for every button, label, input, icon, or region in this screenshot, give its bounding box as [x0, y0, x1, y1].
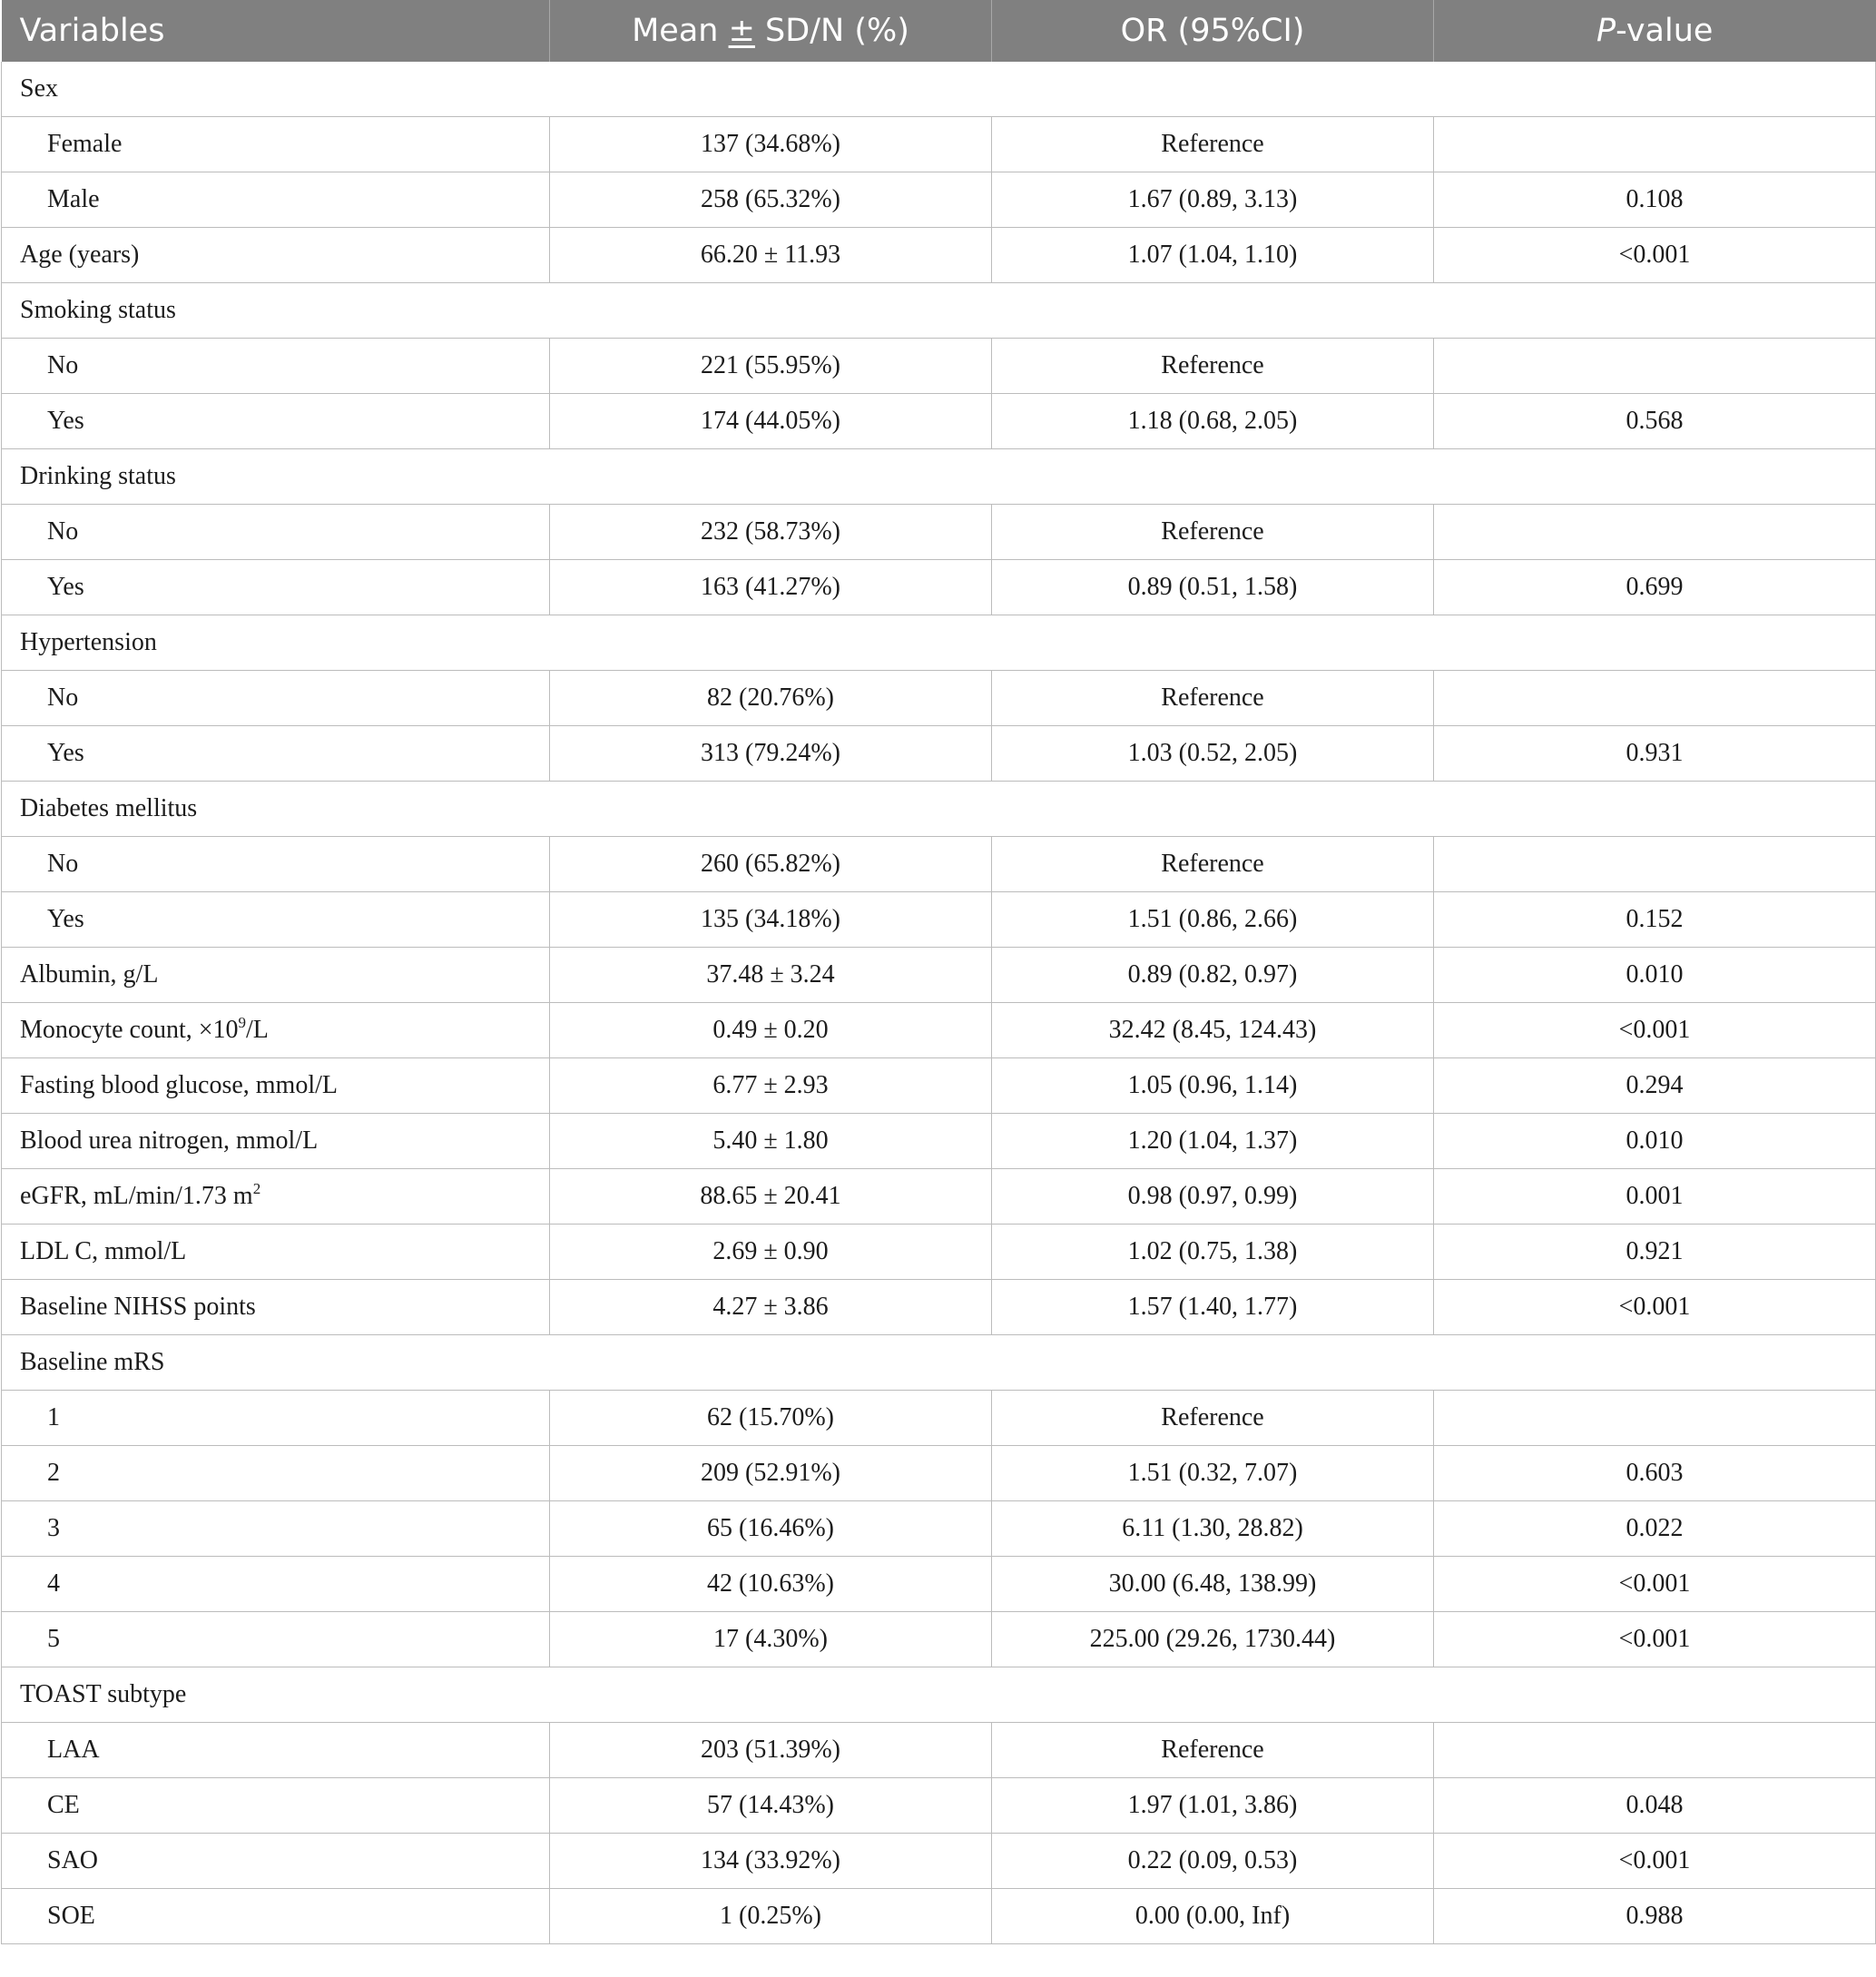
- mean-cell: 163 (41.27%): [550, 560, 992, 615]
- variable-cell: Fasting blood glucose, mmol/L: [2, 1058, 550, 1114]
- p-value-cell: <0.001: [1434, 1003, 1876, 1058]
- table-row: [2, 892, 1876, 948]
- odds-ratio-cell: 1.57 (1.40, 1.77): [992, 1280, 1434, 1335]
- p-value-cell: 0.568: [1434, 394, 1876, 449]
- odds-ratio-cell: 1.02 (0.75, 1.38): [992, 1225, 1434, 1280]
- mean-cell: 82 (20.76%): [550, 671, 992, 726]
- table-row: [2, 505, 1876, 560]
- p-value-cell: [1434, 505, 1876, 560]
- table-group-row: [2, 782, 1876, 837]
- variable-cell: 3: [2, 1501, 550, 1557]
- mean-cell: 232 (58.73%): [550, 505, 992, 560]
- mean-cell: 134 (33.92%): [550, 1834, 992, 1889]
- table-row: [2, 172, 1876, 228]
- odds-ratio-cell: Reference: [992, 339, 1434, 394]
- table-row: [2, 228, 1876, 283]
- variable-cell: No: [2, 505, 550, 560]
- odds-ratio-cell: 0.22 (0.09, 0.53): [992, 1834, 1434, 1889]
- odds-ratio-cell: 1.51 (0.86, 2.66): [992, 892, 1434, 948]
- odds-ratio-cell: 1.67 (0.89, 3.13): [992, 172, 1434, 228]
- p-value-cell: [1434, 117, 1876, 172]
- variable-cell: Yes: [2, 892, 550, 948]
- odds-ratio-cell: Reference: [992, 505, 1434, 560]
- table-row: [2, 1058, 1876, 1114]
- p-value-cell: [1434, 339, 1876, 394]
- mean-cell: 2.69 ± 0.90: [550, 1225, 992, 1280]
- odds-ratio-cell: Reference: [992, 117, 1434, 172]
- table-body: [2, 62, 1876, 1944]
- odds-ratio-cell: 0.98 (0.97, 0.99): [992, 1169, 1434, 1225]
- variable-cell: SOE: [2, 1889, 550, 1944]
- odds-ratio-cell: 32.42 (8.45, 124.43): [992, 1003, 1434, 1058]
- table-row: [2, 560, 1876, 615]
- variable-cell: Yes: [2, 726, 550, 782]
- table-row: [2, 837, 1876, 892]
- table-group-row: [2, 615, 1876, 671]
- results-table: [1, 0, 1876, 1944]
- table-group-row: [2, 283, 1876, 339]
- table-row: [2, 1612, 1876, 1667]
- header-p-value: P-value: [1434, 0, 1876, 62]
- variable-cell: LAA: [2, 1723, 550, 1778]
- variable-cell: No: [2, 671, 550, 726]
- mean-cell: 57 (14.43%): [550, 1778, 992, 1834]
- mean-cell: 260 (65.82%): [550, 837, 992, 892]
- p-value-cell: <0.001: [1434, 1280, 1876, 1335]
- table-group-row: [2, 62, 1876, 117]
- odds-ratio-cell: 6.11 (1.30, 28.82): [992, 1501, 1434, 1557]
- mean-cell: 137 (34.68%): [550, 117, 992, 172]
- group-label: Sex: [2, 62, 1876, 117]
- odds-ratio-cell: 0.00 (0.00, Inf): [992, 1889, 1434, 1944]
- variable-cell: Baseline NIHSS points: [2, 1280, 550, 1335]
- table-row: [2, 339, 1876, 394]
- odds-ratio-cell: 1.03 (0.52, 2.05): [992, 726, 1434, 782]
- mean-cell: 135 (34.18%): [550, 892, 992, 948]
- mean-cell: 42 (10.63%): [550, 1557, 992, 1612]
- p-value-cell: 0.699: [1434, 560, 1876, 615]
- mean-cell: 88.65 ± 20.41: [550, 1169, 992, 1225]
- mean-cell: 37.48 ± 3.24: [550, 948, 992, 1003]
- mean-cell: 313 (79.24%): [550, 726, 992, 782]
- group-label: TOAST subtype: [2, 1667, 1876, 1723]
- variable-cell: 5: [2, 1612, 550, 1667]
- table-row: [2, 726, 1876, 782]
- p-value-cell: 0.988: [1434, 1889, 1876, 1944]
- mean-cell: 5.40 ± 1.80: [550, 1114, 992, 1169]
- mean-cell: 66.20 ± 11.93: [550, 228, 992, 283]
- variable-cell: No: [2, 339, 550, 394]
- variable-cell: eGFR, mL/min/1.73 $m^2$: [2, 1169, 550, 1225]
- variable-cell: Yes: [2, 394, 550, 449]
- variable-cell: Blood urea nitrogen, mmol/L: [2, 1114, 550, 1169]
- table-row: [2, 1225, 1876, 1280]
- table-group-row: [2, 1667, 1876, 1723]
- p-value-cell: 0.048: [1434, 1778, 1876, 1834]
- variable-cell: Albumin, g/L: [2, 948, 550, 1003]
- variable-cell: 4: [2, 1557, 550, 1612]
- table-row: [2, 1391, 1876, 1446]
- table-row: [2, 1557, 1876, 1612]
- table-row: [2, 1280, 1876, 1335]
- p-value-cell: <0.001: [1434, 1557, 1876, 1612]
- table-row: [2, 1114, 1876, 1169]
- p-value-cell: 0.022: [1434, 1501, 1876, 1557]
- group-label: Drinking status: [2, 449, 1876, 505]
- odds-ratio-cell: 1.97 (1.01, 3.86): [992, 1778, 1434, 1834]
- table-row: [2, 1834, 1876, 1889]
- p-value-cell: 0.010: [1434, 1114, 1876, 1169]
- table-row: [2, 671, 1876, 726]
- variable-cell: CE: [2, 1778, 550, 1834]
- mean-cell: 258 (65.32%): [550, 172, 992, 228]
- variable-cell: Monocyte count, $\times 10^9/L$: [2, 1003, 550, 1058]
- table-group-row: [2, 449, 1876, 505]
- mean-cell: 62 (15.70%): [550, 1391, 992, 1446]
- group-label: Smoking status: [2, 283, 1876, 339]
- p-value-cell: <0.001: [1434, 1834, 1876, 1889]
- table-row: [2, 1778, 1876, 1834]
- header-mean-sd: Mean ± SD/N (%): [550, 0, 992, 62]
- header-odds-ratio: OR (95%CI): [992, 0, 1434, 62]
- table-row: [2, 1889, 1876, 1944]
- mean-cell: 4.27 ± 3.86: [550, 1280, 992, 1335]
- mean-cell: 17 (4.30%): [550, 1612, 992, 1667]
- p-value-cell: 0.603: [1434, 1446, 1876, 1501]
- odds-ratio-cell: 30.00 (6.48, 138.99): [992, 1557, 1434, 1612]
- table-row: [2, 394, 1876, 449]
- odds-ratio-cell: Reference: [992, 837, 1434, 892]
- table-header: [2, 0, 1876, 62]
- table-row: [2, 1003, 1876, 1058]
- table-row: [2, 1446, 1876, 1501]
- p-value-cell: 0.001: [1434, 1169, 1876, 1225]
- odds-ratio-cell: Reference: [992, 1723, 1434, 1778]
- mean-cell: 209 (52.91%): [550, 1446, 992, 1501]
- table-row: [2, 948, 1876, 1003]
- odds-ratio-cell: 225.00 (29.26, 1730.44): [992, 1612, 1434, 1667]
- p-value-cell: 0.294: [1434, 1058, 1876, 1114]
- variable-cell: 2: [2, 1446, 550, 1501]
- header-variables: Variables: [2, 0, 550, 62]
- mean-cell: 174 (44.05%): [550, 394, 992, 449]
- p-value-cell: 0.921: [1434, 1225, 1876, 1280]
- odds-ratio-cell: Reference: [992, 1391, 1434, 1446]
- variable-cell: 1: [2, 1391, 550, 1446]
- mean-cell: 65 (16.46%): [550, 1501, 992, 1557]
- odds-ratio-cell: Reference: [992, 671, 1434, 726]
- group-label: Hypertension: [2, 615, 1876, 671]
- p-value-cell: <0.001: [1434, 1612, 1876, 1667]
- variable-cell: LDL C, mmol/L: [2, 1225, 550, 1280]
- variable-cell: No: [2, 837, 550, 892]
- p-value-cell: 0.108: [1434, 172, 1876, 228]
- mean-cell: 0.49 ± 0.20: [550, 1003, 992, 1058]
- variable-cell: Yes: [2, 560, 550, 615]
- odds-ratio-cell: 0.89 (0.51, 1.58): [992, 560, 1434, 615]
- variable-cell: Age (years): [2, 228, 550, 283]
- p-value-cell: [1434, 1723, 1876, 1778]
- table-row: [2, 117, 1876, 172]
- odds-ratio-cell: 1.20 (1.04, 1.37): [992, 1114, 1434, 1169]
- mean-cell: 6.77 ± 2.93: [550, 1058, 992, 1114]
- table-group-row: [2, 1335, 1876, 1391]
- odds-ratio-cell: 0.89 (0.82, 0.97): [992, 948, 1434, 1003]
- variable-cell: SAO: [2, 1834, 550, 1889]
- variable-cell: Male: [2, 172, 550, 228]
- p-value-cell: 0.931: [1434, 726, 1876, 782]
- group-label: Diabetes mellitus: [2, 782, 1876, 837]
- p-value-cell: [1434, 1391, 1876, 1446]
- p-value-cell: [1434, 837, 1876, 892]
- table-row: [2, 1723, 1876, 1778]
- mean-cell: 221 (55.95%): [550, 339, 992, 394]
- odds-ratio-cell: 1.05 (0.96, 1.14): [992, 1058, 1434, 1114]
- p-value-cell: [1434, 671, 1876, 726]
- mean-cell: 203 (51.39%): [550, 1723, 992, 1778]
- variable-cell: Female: [2, 117, 550, 172]
- table-row: [2, 1169, 1876, 1225]
- group-label: Baseline mRS: [2, 1335, 1876, 1391]
- p-value-cell: <0.001: [1434, 228, 1876, 283]
- table-row: [2, 1501, 1876, 1557]
- odds-ratio-cell: 1.51 (0.32, 7.07): [992, 1446, 1434, 1501]
- p-value-cell: 0.010: [1434, 948, 1876, 1003]
- mean-cell: 1 (0.25%): [550, 1889, 992, 1944]
- odds-ratio-cell: 1.07 (1.04, 1.10): [992, 228, 1434, 283]
- p-value-cell: 0.152: [1434, 892, 1876, 948]
- odds-ratio-cell: 1.18 (0.68, 2.05): [992, 394, 1434, 449]
